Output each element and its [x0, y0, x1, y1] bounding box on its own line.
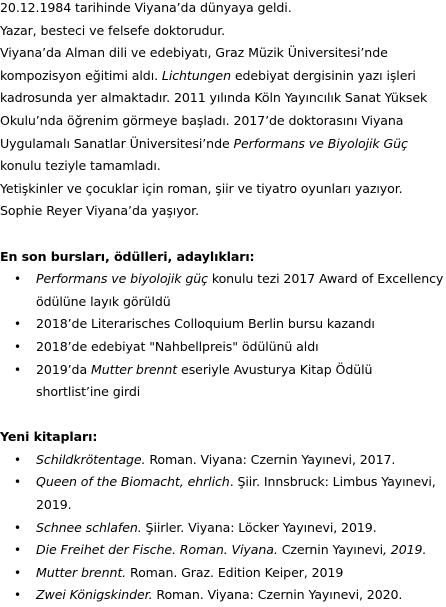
bullet-icon: • [14, 272, 21, 287]
bullet-icon: • [14, 317, 21, 332]
biography-section [0, 0, 446, 223]
list-item: • 2019’da Mutter brennt eseriyle Avusturya Kitap Ödülü shortlist’ine girdi [0, 359, 446, 404]
education-paragraph [0, 42, 446, 178]
education-text-c: konulu teziyle tamamladı. [0, 158, 161, 174]
bullet-icon: • [14, 475, 21, 490]
list-item: • Schnee schlafen. Şiirler. Viyana: Löcker Yayınevi, 2019. [0, 517, 446, 540]
birth-line: 20.12.1984 tarihinde Viyana’da dünyaya geldi. [0, 0, 292, 15]
list-item: • Die Freihet der Fische. Roman. Viyana. Czernin Yayınevi, 2019. [0, 539, 446, 562]
bullet-icon: • [14, 452, 21, 467]
bullet-icon: • [14, 362, 21, 377]
list-item: • Performans ve biyolojik güç konulu tezi 2017 Award of Excellency ödülüne layık görüldü [0, 268, 446, 313]
bullet-icon: • [14, 588, 21, 603]
residence-line: Sophie Reyer Viyana’da yaşıyor. [0, 203, 199, 219]
thesis-title: Performans ve Biyolojik Güç [233, 135, 408, 151]
bullet-icon: • [14, 520, 21, 535]
list-item: • 2018’de edebiyat "Nahbellpreis" ödülünü aldı [0, 336, 446, 359]
bullet-icon: • [14, 543, 21, 558]
list-item: • 2018’de Literarisches Colloquium Berlin bursu kazandı [0, 313, 446, 336]
profession-line: Yazar, besteci ve felsefe doktorudur. [0, 22, 226, 38]
books-list [0, 449, 446, 607]
education-text-a: Viyana’da Alman dili ve edebiyatı, Graz Müzik Üniversitesi’nde kompozisyon eğitimi aldı. [0, 45, 388, 83]
list-item: • Mutter brennt. Roman. Graz. Edition Keiper, 2019 [0, 562, 446, 585]
list-item: • Queen of the Biomacht, ehrlich. Şiir. Innsbruck: Limbus Yayınevi, 2019. [0, 471, 446, 516]
bullet-icon: • [14, 339, 21, 354]
awards-list [0, 268, 446, 404]
spacer [0, 404, 446, 427]
spacer [0, 223, 446, 246]
education-text-b: edebiyat dergisinin yazı işleri kadrosunda yer almaktadır. 2011 yılında Köln Yayıncılık Sanat Yüksek Okulu’nda öğrenim görmeye başladı. 2017’de doktorasını Viyana Uygulamalı Sanatlar Üniversitesi’nde [0, 67, 428, 151]
magazine-title: Lichtungen [161, 67, 231, 83]
list-item: • Zwei Königskinder. Roman. Viyana: Czernin Yayınevi, 2020. [0, 584, 446, 607]
books-heading: Yeni kitapları: [0, 429, 98, 445]
genres-line: Yetişkinler ve çocuklar için roman, şiir ve tiyatro oyunları yazıyor. [0, 180, 403, 196]
bullet-icon: • [14, 565, 21, 580]
awards-heading: En son bursları, ödülleri, adaylıkları: [0, 248, 255, 264]
list-item: • Schildkrötentage. Roman. Viyana: Czernin Yayınevi, 2017. [0, 449, 446, 472]
